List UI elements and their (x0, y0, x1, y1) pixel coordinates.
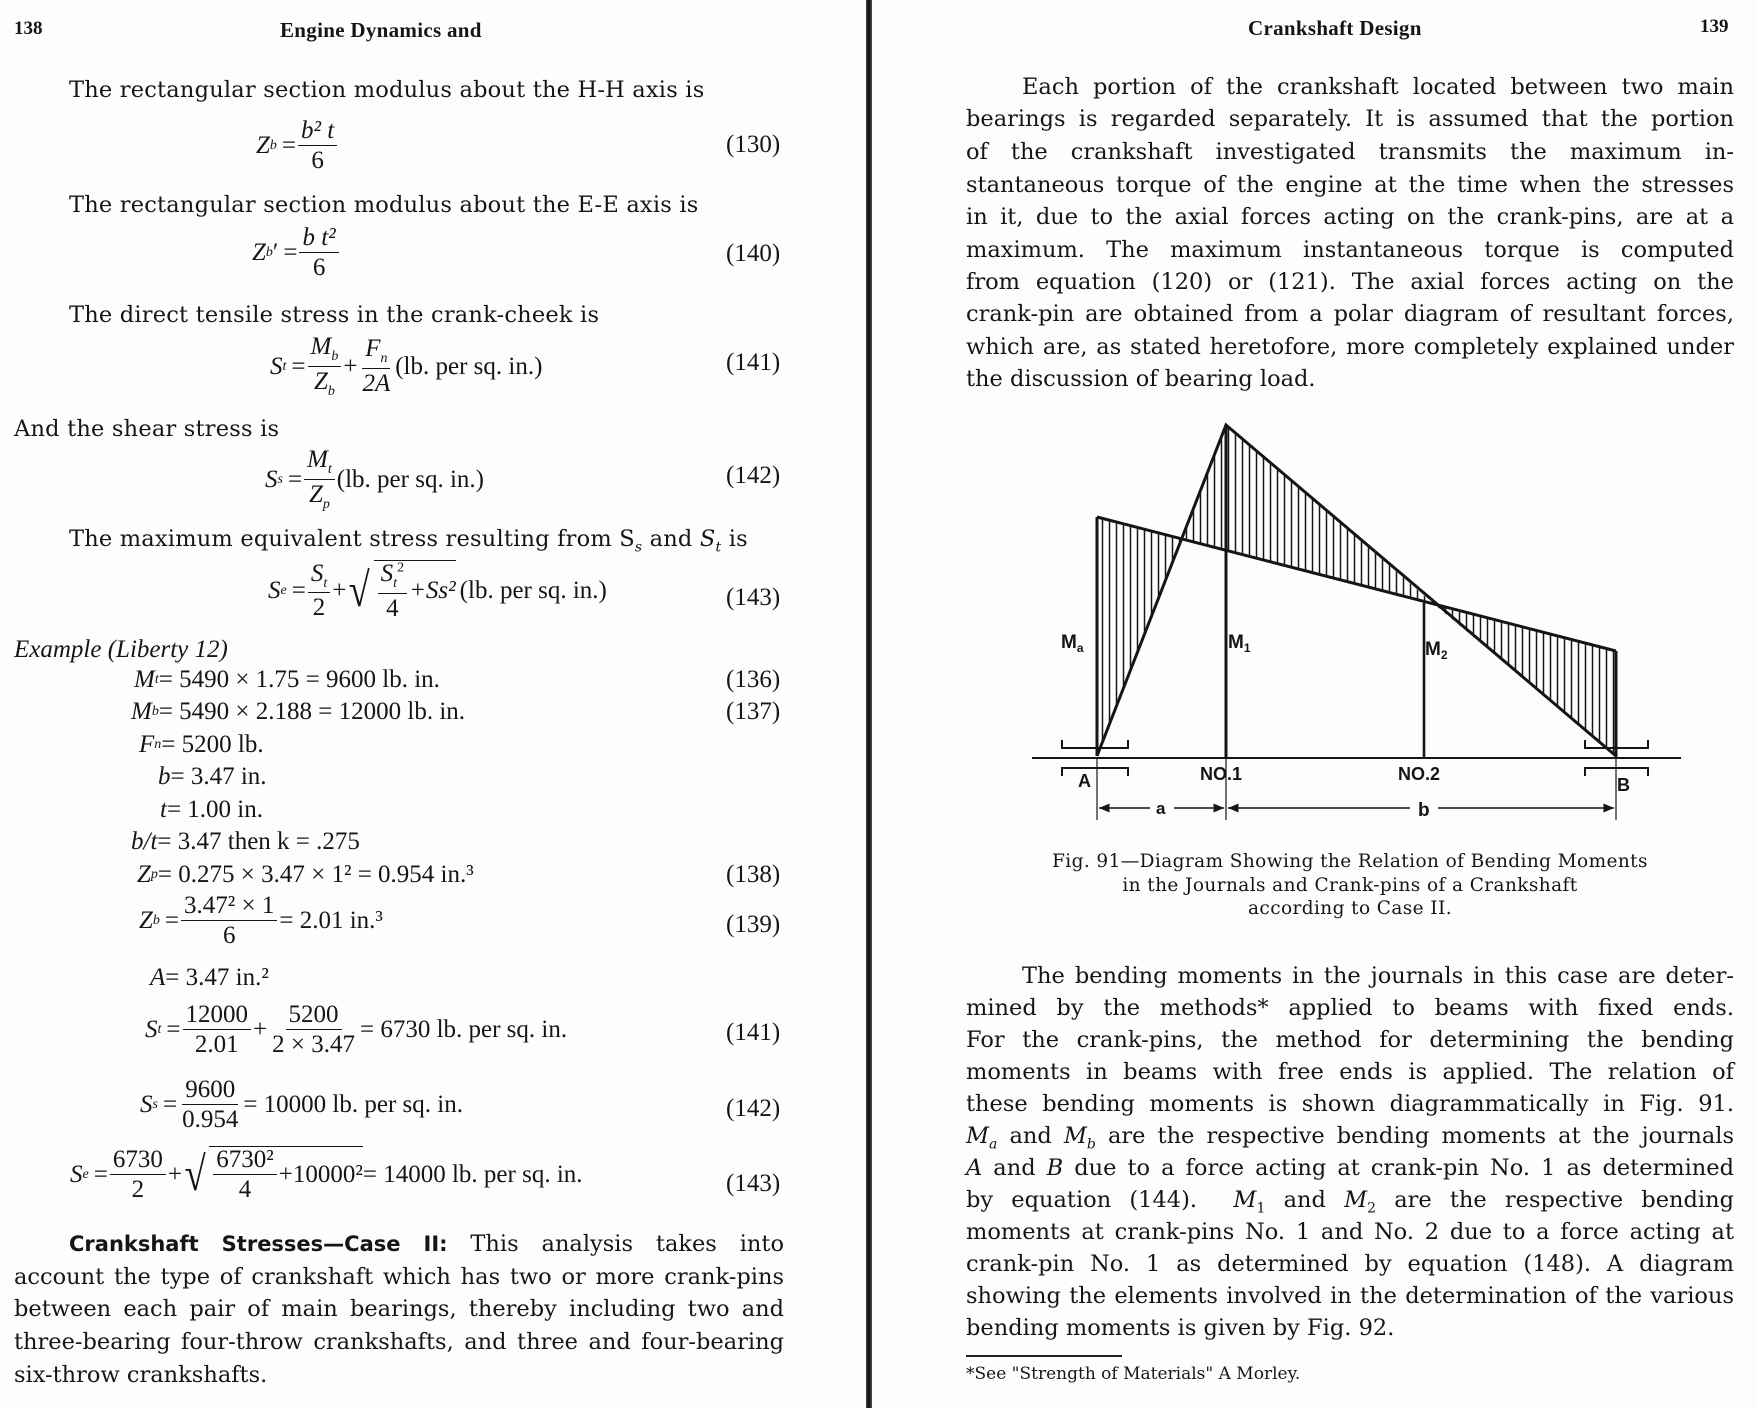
book-spine (866, 0, 872, 1408)
case2-line: three-bearing four-throw crankshafts, and three and four-bearing (14, 1329, 784, 1355)
fraction: $\frac{\text{b² t}}{6}$ (298, 118, 337, 175)
case2-heading: Crankshaft Stresses—Case II: (69, 1232, 448, 1256)
fraction: $\frac{\text{b t²}}{6}$ (299, 225, 338, 282)
tensile-intro: The direct tensile stress in the crank-cheek is (69, 302, 600, 328)
paragraph1-line: Each portion of the crankshaft located between two main (1022, 74, 1734, 100)
label-dim-a: a (1156, 799, 1166, 818)
equation-number: (141) (726, 1019, 781, 1046)
case2-line: account the type of crankshaft which has two or more crank-pins (14, 1264, 784, 1290)
left-page (0, 0, 868, 1408)
label-pin-1: NO.1 (1200, 764, 1243, 784)
case2-line: between each pair of main bearings, thereby including two and (14, 1296, 784, 1322)
paragraph2-line: A and B due to a force acting at crank-pin No. 1 as determined (966, 1155, 1735, 1181)
paragraph2-line: these bending moments is shown diagrammatically in Fig. 91. (966, 1091, 1734, 1117)
example-line: M b = 5490 × 2.188 = 12000 lb. in. (131, 698, 466, 725)
example-eq-141: S t = $\frac{12000}{2.01}$ + $\frac{5200}{2 \times 3.47}$ = 6730 lb. per sq. in. (145, 1001, 568, 1059)
page-number-left: 138 (14, 18, 43, 39)
example-line: b = 3.47 in. (158, 763, 267, 790)
square-root: √ $\frac{S_t^2}{4}$ +Ss² (348, 560, 456, 622)
label-journal-b: B (1617, 775, 1630, 795)
paragraph2-line: by equation (144). $M_1$ and $M_2$ are the respective bending (966, 1187, 1734, 1217)
paragraph1-line: which are, as stated heretofore, more completely explained under (966, 334, 1734, 360)
example-area: A = 3.47 in.² (150, 964, 269, 991)
ee-intro: The rectangular section modulus about the E-E axis is (69, 192, 699, 218)
example-line: Z p = 0.275 × 3.47 × 1² = 0.954 in.³ (137, 861, 474, 888)
footnote: *See "Strength of Materials" A Morley. (966, 1364, 1301, 1384)
shear-intro: And the shear stress is (14, 416, 280, 442)
equation-number: (143) (726, 584, 781, 611)
case2-line: six-throw crankshafts. (14, 1362, 268, 1388)
paragraph1-line: in it, due to the axial forces acting on the crank-pins, are at a (966, 204, 1734, 230)
example-line: t = 1.00 in. (160, 796, 263, 823)
equation-number: (136) (726, 666, 781, 693)
paragraph2-line: bending moments is given by Fig. 92. (966, 1315, 1395, 1341)
example-eq-142: S s = $\frac{9600}{0.954}$ = 10000 lb. per sq. in. (140, 1076, 463, 1134)
footnote-rule (966, 1355, 1122, 1357)
equation-number: (142) (726, 462, 781, 489)
example-line: F n = 5200 lb. (139, 731, 264, 758)
hh-intro: The rectangular section modulus about the H-H axis is (69, 77, 705, 103)
example-eq-143: S e = $\frac{6730}{2}$ + √ $\frac{\text{6730²}}{4}$ +10000² = 14000 lb. per sq. in. (70, 1145, 583, 1204)
paragraph2-line: mined by the methods* applied to beams with fixed ends. (966, 995, 1734, 1021)
equation-141: S t = $\frac{M_b}{Z_b}$ + $\frac{F_n}{2A}$ (lb. per sq. in.) (270, 333, 543, 399)
equation-number: (138) (726, 861, 781, 888)
example-line: b/t = 3.47 then k = .275 (131, 828, 360, 855)
example-eq-139: Z b = $\frac{\text{3.47² × 1}}{6}$ = 2.01 in.³ (139, 892, 383, 950)
paragraph1-line: of the crankshaft investigated transmits the maximum in- (966, 139, 1734, 165)
paragraph2-line: moments at crank-pins No. 1 and No. 2 due to a force acting at (966, 1219, 1734, 1245)
paragraph2-line: moments in beams with free ends is applied. The relation of (966, 1059, 1734, 1085)
label-m2: $M_2$ (1425, 639, 1448, 662)
page-number-right: 139 (1700, 16, 1729, 37)
paragraph1-line: crank-pin are obtained from a polar diagram of resultant forces, (966, 301, 1734, 327)
paragraph1-line: stantaneous torque of the engine at the time when the stresses (966, 172, 1734, 198)
paragraph1-line: from equation (120) or (121). The axial forces acting on the (966, 269, 1734, 295)
paragraph2-line: crank-pin No. 1 as determined by equation (148). A diagram (966, 1251, 1734, 1277)
label-ma: $M_a$ (1061, 632, 1084, 655)
paragraph2-line: The bending moments in the journals in this case are deter- (1022, 963, 1734, 989)
label-dim-b: b (1418, 800, 1430, 821)
label-journal-a: A (1078, 771, 1091, 791)
equation-130: Z b = $\frac{\text{b² t}}{6}$ (256, 118, 339, 175)
paragraph1-line: bearings is regarded separately. It is assumed that the portion (966, 106, 1734, 132)
label-pin-2: NO.2 (1398, 764, 1441, 784)
paragraph1-line: the discussion of bearing load. (966, 366, 1316, 392)
equation-142: S s = $\frac{M_t}{Z_p}$ (lb. per sq. in.) (265, 446, 484, 512)
equation-number: (130) (726, 131, 781, 158)
equation-number: (141) (726, 349, 781, 376)
case2-line-1: Crankshaft Stresses—Case II: This analysis takes into (69, 1231, 784, 1257)
paragraph1-line: maximum. The maximum instantaneous torque is computed (966, 237, 1734, 263)
paragraph2-line: $M_a$ and $M_b$ are the respective bending moments at the journals (966, 1123, 1735, 1153)
equation-143: S e = $\frac{S_t}{2}$ + √ $\frac{S_t^2}{4}$ +Ss² (lb. per sq. in.) (268, 559, 607, 622)
equation-140: Z b ′ = $\frac{\text{b t²}}{6}$ (252, 225, 341, 282)
figure-caption: Fig. 91—Diagram Showing the Relation of Bending Moments in the Journals and Crank-pins of a Crankshaft according to Case II. (1052, 851, 1648, 919)
paragraph2-line: For the crank-pins, the method for determining the bending (966, 1027, 1734, 1053)
equation-number: (142) (726, 1095, 781, 1122)
equiv-intro: The maximum equivalent stress resulting from $S_s$ and $S_t$ is (69, 526, 748, 556)
equation-number: (139) (726, 911, 781, 938)
running-head-left: Engine Dynamics and (280, 18, 482, 42)
label-m1: $M_1$ (1228, 632, 1251, 655)
example-heading: Example (Liberty 12) (14, 636, 228, 663)
equation-number: (140) (726, 240, 781, 267)
bending-moment-diagram (1020, 410, 1720, 830)
example-line: M t = 5490 × 1.75 = 9600 lb. in. (134, 666, 440, 693)
equation-number: (143) (726, 1170, 781, 1197)
paragraph2-line: showing the elements involved in the determination of the various (966, 1283, 1734, 1309)
equation-number: (137) (726, 698, 781, 725)
running-head-right: Crankshaft Design (1248, 16, 1422, 40)
